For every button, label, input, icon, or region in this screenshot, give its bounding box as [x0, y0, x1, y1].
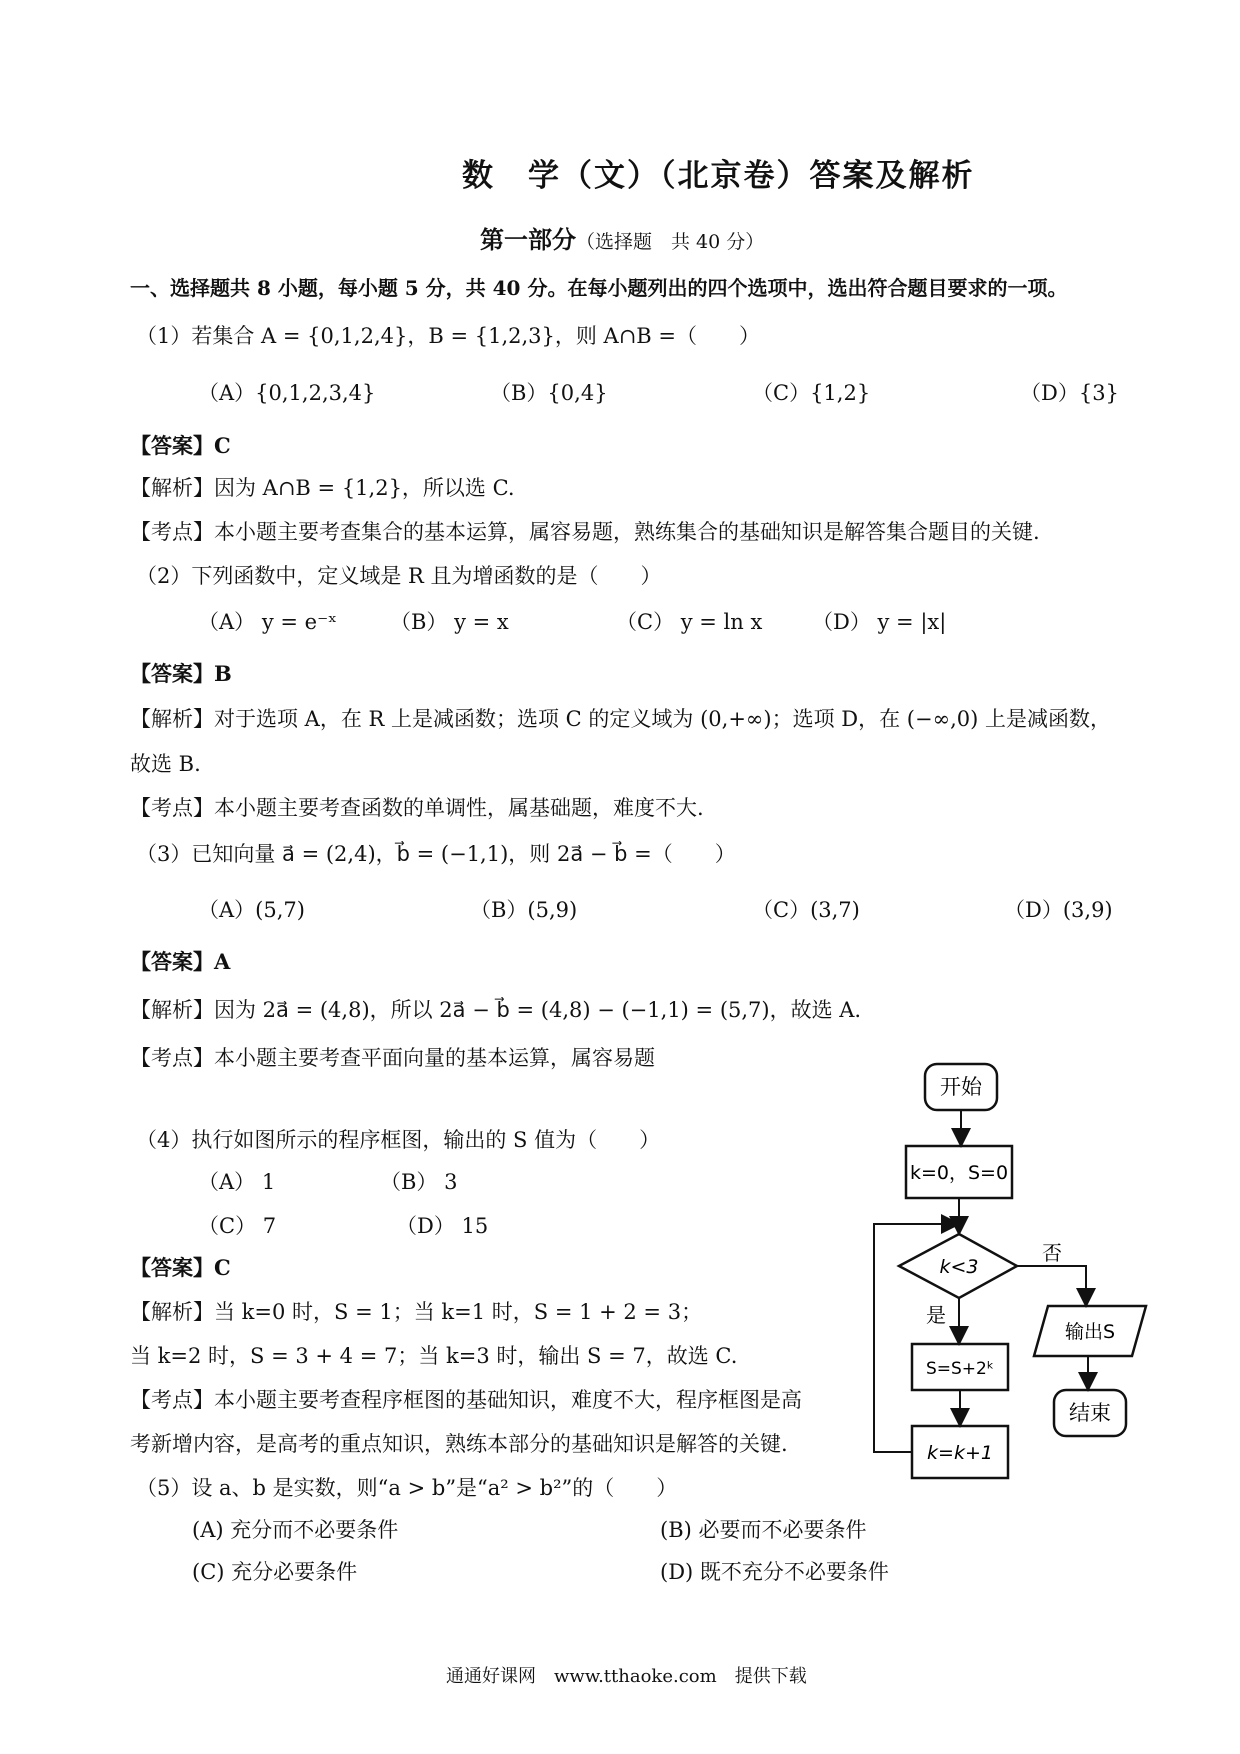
q4-stem: （4）执行如图所示的程序框图，输出的 S 值为（ ） [136, 1128, 661, 1152]
q4-option-d: （D） 15 [396, 1214, 489, 1238]
q3-option-b: （B）(5,9) [470, 898, 578, 922]
q1-option-c: （C）{1,2} [752, 381, 871, 405]
part-sub: （选择题 共 40 分） [576, 231, 765, 253]
q1-analysis: 【解析】因为 A∩B = {1,2}，所以选 C. [130, 476, 515, 500]
flow-condition-label: k<3 [939, 1256, 979, 1278]
page-title: 数 学（文）（北京卷）答案及解析 [462, 158, 975, 194]
section-intro: 一、选择题共 8 小题，每小题 5 分，共 40 分。在每小题列出的四个选项中，选出符合题目要求的一项。 [130, 276, 1068, 300]
flow-start-label: 开始 [940, 1075, 982, 1099]
q4-point-2: 考新增内容，是高考的重点知识，熟练本部分的基础知识是解答的关键. [130, 1432, 788, 1456]
part-heading [480, 220, 764, 255]
flow-yes-label: 是 [926, 1303, 946, 1327]
flow-no-label: 否 [1042, 1241, 1062, 1265]
q3-option-a: （A）(5,7) [198, 898, 305, 922]
q2-option-c: （C） y = ln x [616, 610, 763, 634]
q2-option-a: （A） y = e⁻ˣ [198, 610, 338, 634]
q2-stem: （2）下列函数中，定义域是 R 且为增函数的是（ ） [136, 564, 662, 588]
flow-increment-label: k=k+1 [927, 1442, 993, 1464]
q3-stem: （3）已知向量 a⃗ = (2,4)，b⃗ = (−1,1)，则 2a⃗ − b⃗ =（ ） [136, 842, 736, 866]
flow-update-label: S=S+2ᵏ [925, 1359, 995, 1379]
q5-option-d: (D) 既不充分不必要条件 [660, 1560, 889, 1584]
q1-option-b: （B）{0,4} [490, 381, 608, 405]
q3-point: 【考点】本小题主要考查平面向量的基本运算，属容易题 [130, 1046, 655, 1070]
q2-option-d: （D） y = |x| [812, 610, 947, 634]
part-main: 第一部分 [480, 225, 576, 254]
q4-option-a: （A） 1 [198, 1170, 276, 1194]
q5-stem: （5）设 a、b 是实数，则“a > b”是“a² > b²”的（ ） [136, 1476, 678, 1500]
q2-point: 【考点】本小题主要考查函数的单调性，属基础题，难度不大. [130, 796, 704, 820]
q2-analysis-1: 【解析】对于选项 A，在 R 上是减函数；选项 C 的定义域为 (0,+∞)；选项 D，在 (−∞,0) 上是减函数， [130, 707, 1111, 731]
q3-answer: 【答案】A [130, 949, 231, 974]
q5-option-b: (B) 必要而不必要条件 [660, 1518, 867, 1542]
q3-option-c: （C）(3,7) [752, 898, 860, 922]
q2-answer: 【答案】B [130, 661, 232, 686]
q4-analysis-1: 【解析】当 k=0 时，S = 1；当 k=1 时，S = 1 + 2 = 3； [130, 1300, 703, 1324]
flowchart [860, 1060, 1160, 1500]
q3-analysis: 【解析】因为 2a⃗ = (4,8)，所以 2a⃗ − b⃗ = (4,8) − (−1,1) = (5,7)，故选 A. [130, 998, 862, 1022]
q1-option-a: （A）{0,1,2,3,4} [198, 381, 376, 405]
flow-output-label: 输出S [1064, 1321, 1116, 1343]
q1-stem: （1）若集合 A = {0,1,2,4}，B = {1,2,3}，则 A∩B =（ ） [136, 324, 761, 348]
q1-option-d: （D）{3} [1020, 381, 1119, 405]
q2-option-b: （B） y = x [390, 610, 509, 634]
q1-point: 【考点】本小题主要考查集合的基本运算，属容易题，熟练集合的基础知识是解答集合题目的关键. [130, 520, 1040, 544]
q4-point-1: 【考点】本小题主要考查程序框图的基础知识，难度不大，程序框图是高 [130, 1388, 802, 1412]
q3-option-d: （D）(3,9) [1004, 898, 1113, 922]
q2-analysis-2: 故选 B. [130, 752, 201, 776]
q4-analysis-2: 当 k=2 时，S = 3 + 4 = 7；当 k=3 时，输出 S = 7，故选 C. [130, 1344, 738, 1368]
q5-option-c: (C) 充分必要条件 [192, 1560, 358, 1584]
page-footer: 通通好课网 www.tthaoke.com 提供下载 [446, 1666, 807, 1687]
q4-answer: 【答案】C [130, 1255, 231, 1280]
q1-answer: 【答案】C [130, 433, 231, 458]
q4-option-b: （B） 3 [380, 1170, 458, 1194]
flow-end-label: 结束 [1069, 1401, 1111, 1425]
flow-init-label: k=0，S=0 [909, 1162, 1009, 1184]
q5-option-a: (A) 充分而不必要条件 [192, 1518, 399, 1542]
q4-option-c: （C） 7 [198, 1214, 277, 1238]
